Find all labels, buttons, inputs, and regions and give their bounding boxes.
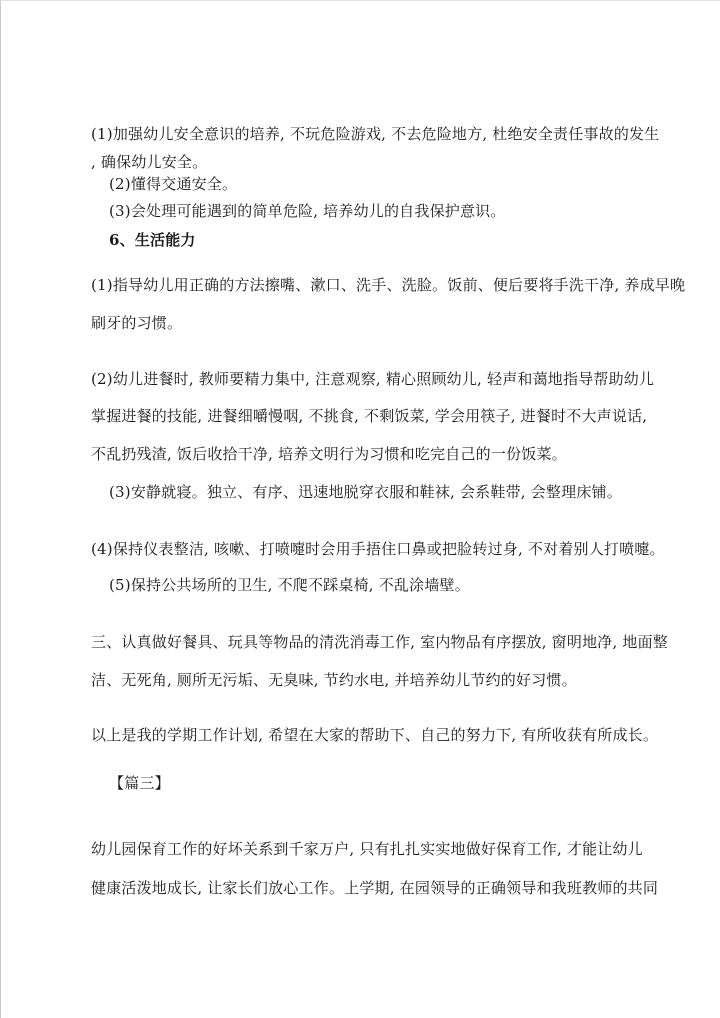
text-line-hygiene-cont: 刷牙的习惯。 [91, 314, 183, 332]
text-line-sleep: (3)安静就寝。独立、有序、迅速地脱穿衣服和鞋袜, 会系鞋带, 会整理床铺。 [109, 483, 622, 501]
text-line-childcare-intro-cont: 健康活泼地成长, 让家长们放心工作。上学期, 在园领导的正确领导和我班教师的共同 [91, 879, 659, 897]
text-line-hygiene: (1)指导幼儿用正确的方法擦嘴、漱口、洗手、洗脸。饭前、便后要将手洗干净, 养成早晚 [91, 276, 686, 294]
text-line-public-hygiene: (5)保持公共场所的卫生, 不爬不踩桌椅, 不乱涂墙壁。 [109, 576, 470, 594]
text-line-appearance: (4)保持仪表整洁, 咳嗽、打喷嚏时会用手捂住口鼻或把脸转过身, 不对着别人打喷嚏。 [91, 540, 665, 558]
text-line-disinfection-cont: 洁、无死角, 厕所无污垢、无臭味, 节约水电, 并培养幼儿节约的好习惯。 [91, 671, 577, 689]
text-line-disinfection: 三、认真做好餐具、玩具等物品的清洗消毒工作, 室内物品有序摆放, 窗明地净, 地面整 [91, 633, 669, 651]
section-heading-life-skills: 6、生活能力 [109, 231, 196, 249]
text-line-safety-awareness: (1)加强幼儿安全意识的培养, 不玩危险游戏, 不去危险地方, 杜绝安全责任事故的发生 [91, 125, 660, 143]
text-line-childcare-intro: 幼儿园保育工作的好坏关系到千家万户, 只有扎扎实实地做好保育工作, 才能让幼儿 [91, 840, 643, 858]
text-line-meals-cont-1: 掌握进餐的技能, 进餐细嚼慢咽, 不挑食, 不剩饭菜, 学会用筷子, 进餐时不大声说话, [91, 407, 648, 425]
text-line-traffic-safety: (2)懂得交通安全。 [109, 175, 238, 193]
text-line-safety-awareness-cont: , 确保幼儿安全。 [91, 153, 208, 171]
text-line-meals: (2)幼儿进餐时, 教师要精力集中, 注意观察, 精心照顾幼儿, 轻声和蔼地指导帮助幼儿 [91, 370, 655, 388]
text-line-summary: 以上是我的学期工作计划, 希望在大家的帮助下、自己的努力下, 有所收获有所成长。 [91, 726, 659, 744]
text-line-self-protection: (3)会处理可能遇到的简单危险, 培养幼儿的自我保护意识。 [109, 202, 506, 220]
text-line-meals-cont-2: 不乱扔残渣, 饭后收拾干净, 培养文明行为习惯和吃完自己的一份饭菜。 [91, 445, 567, 463]
section-heading-part-three: 【篇三】 [109, 774, 170, 792]
